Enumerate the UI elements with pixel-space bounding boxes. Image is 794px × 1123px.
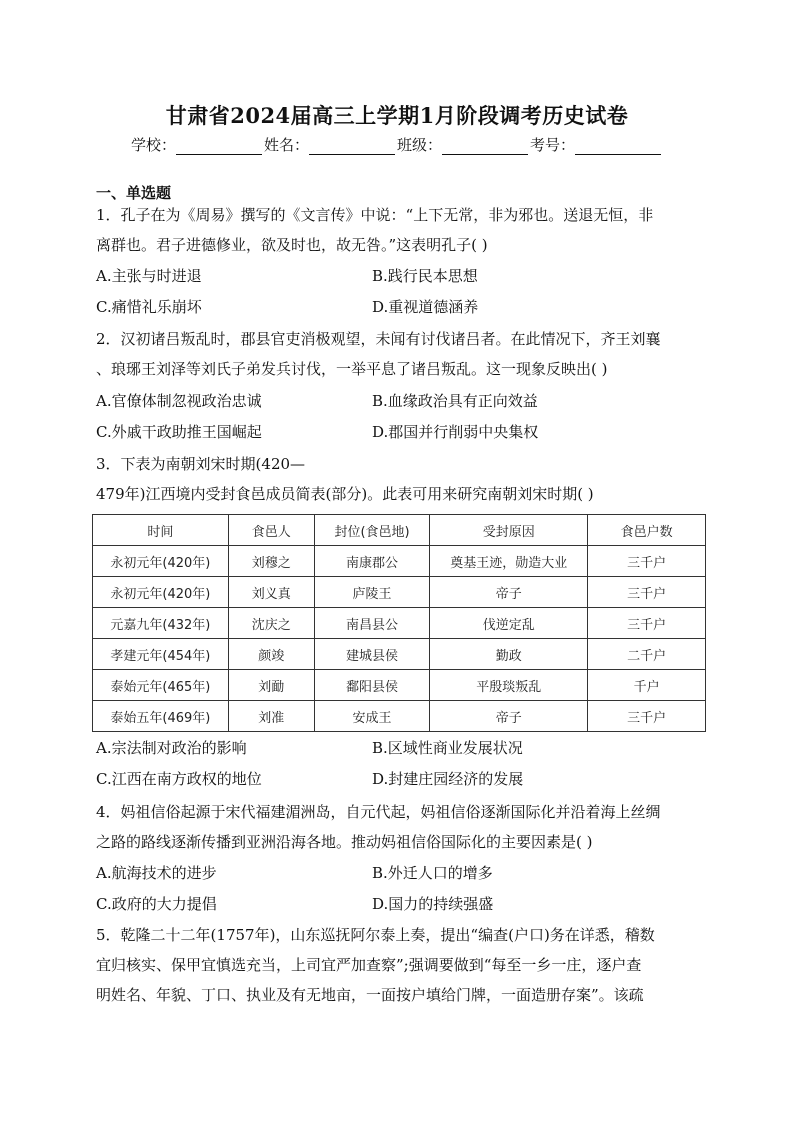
question-3-line-2: 479年)江西境内受封食邑成员简表(部分)。此表可用来研究南朝刘宋时期( ) (96, 485, 594, 503)
table-cell: 永初元年(420年) (93, 577, 229, 608)
option-a: A.主张与时进退 (96, 267, 202, 285)
table-header: 食邑户数 (588, 515, 706, 546)
table-cell: 南昌县公 (314, 608, 430, 639)
option-d: D.封建庄园经济的发展 (372, 770, 524, 788)
table-cell: 元嘉九年(432年) (93, 608, 229, 639)
table-cell: 刘义真 (228, 577, 314, 608)
class-field (397, 134, 530, 155)
number-field (530, 134, 663, 155)
question-3-options (96, 733, 716, 795)
question-2-line-2: 、琅琊王刘泽等刘氏子弟发兵讨伐，一举平息了诸吕叛乱。这一现象反映出( ) (96, 360, 608, 378)
question-3 (96, 449, 710, 509)
school-label: 学校： (130, 136, 176, 154)
class-blank (442, 138, 528, 155)
question-3-line-1: 3．下表为南朝刘宋时期(420— (96, 455, 306, 473)
question-4-options (96, 858, 716, 920)
table-cell: 三千户 (588, 701, 706, 732)
table-cell: 平殷琰叛乱 (430, 670, 588, 701)
table-cell: 三千户 (588, 546, 706, 577)
table-cell: 庐陵王 (314, 577, 430, 608)
table-header: 封位(食邑地) (314, 515, 430, 546)
option-b: B.践行民本思想 (372, 267, 478, 285)
table-header: 食邑人 (228, 515, 314, 546)
table-cell: 刘勔 (228, 670, 314, 701)
school-blank (176, 138, 262, 155)
option-c: C.江西在南方政权的地位 (96, 770, 262, 788)
option-d: D.重视道德涵养 (372, 298, 479, 316)
option-b: B.血缘政治具有正向效益 (372, 392, 538, 410)
option-c: C.痛惜礼乐崩坏 (96, 298, 202, 316)
table-cell: 三千户 (588, 608, 706, 639)
table-header: 受封原因 (430, 515, 588, 546)
question-5 (96, 920, 710, 1010)
number-label: 考号： (530, 136, 576, 154)
table-header-row (93, 515, 706, 546)
question-1-options (96, 261, 716, 323)
table-cell: 帝子 (430, 701, 588, 732)
table-cell: 南康郡公 (314, 546, 430, 577)
school-field (131, 134, 264, 155)
question-4 (96, 797, 710, 857)
table-cell: 颜竣 (228, 639, 314, 670)
table-cell: 鄱阳县侯 (314, 670, 430, 701)
table-header: 时间 (93, 515, 229, 546)
table-row (93, 608, 706, 639)
question-2 (96, 324, 710, 384)
table-cell: 二千户 (588, 639, 706, 670)
question-5-line-1: 5．乾隆二十二年(1757年)，山东巡抚阿尔泰上奏，提出“编查(户口)务在详悉，稽数 (96, 926, 655, 944)
name-field (264, 134, 397, 155)
table-row (93, 670, 706, 701)
table-cell: 勤政 (430, 639, 588, 670)
table-row (93, 546, 706, 577)
table-row (93, 577, 706, 608)
question-2-line-1: 2．汉初诸吕叛乱时，郡县官吏消极观望，未闻有讨伐诸吕者。在此情况下，齐王刘襄 (96, 330, 661, 348)
table-cell: 刘穆之 (228, 546, 314, 577)
table-cell: 沈庆之 (228, 608, 314, 639)
option-b: B.外迁人口的增多 (372, 864, 493, 882)
option-a: A.航海技术的进步 (96, 864, 217, 882)
table-cell: 泰始元年(465年) (93, 670, 229, 701)
option-d: D.国力的持续强盛 (372, 895, 494, 913)
table-row (93, 701, 706, 732)
question-5-line-2: 宜归核实、保甲宜慎选充当，上司宜严加查察”;强调要做到“每至一乡一庄，逐户查 (96, 956, 642, 974)
option-a: A.宗法制对政治的影响 (96, 739, 247, 757)
question-1-line-1: 1．孔子在为《周易》撰写的《文言传》中说：“上下无常，非为邪也。送退无恒，非 (96, 206, 654, 224)
option-c: C.政府的大力提倡 (96, 895, 217, 913)
table-cell: 伐逆定乱 (430, 608, 588, 639)
table-cell: 三千户 (588, 577, 706, 608)
question-2-options (96, 386, 716, 448)
table-cell: 帝子 (430, 577, 588, 608)
question-5-line-3: 明姓名、年貌、丁口、执业及有无地亩，一面按户填给门牌，一面造册存案”。该疏 (96, 986, 644, 1004)
option-d: D.郡国并行削弱中央集权 (372, 423, 539, 441)
option-a: A.官僚体制忽视政治忠诚 (96, 392, 262, 410)
table-cell: 孝建元年(454年) (93, 639, 229, 670)
table-cell: 奠基王迹，勋造大业 (430, 546, 588, 577)
section-title: 一、单选题 (96, 184, 172, 202)
question-4-line-2: 之路的路线逐渐传播到亚洲沿海各地。推动妈祖信俗国际化的主要因素是( ) (96, 833, 593, 851)
table-row (93, 639, 706, 670)
table-cell: 建城县侯 (314, 639, 430, 670)
class-label: 班级： (397, 136, 443, 154)
number-blank (575, 138, 661, 155)
option-b: B.区域性商业发展状况 (372, 739, 523, 757)
exam-title: 甘肃省2024届高三上学期1月阶段调考历史试卷 (165, 103, 629, 128)
student-info-row (0, 134, 794, 155)
option-c: C.外戚干政助推王国崛起 (96, 423, 262, 441)
table-cell: 刘准 (228, 701, 314, 732)
table-cell: 泰始五年(469年) (93, 701, 229, 732)
table-cell: 安成王 (314, 701, 430, 732)
name-label: 姓名： (263, 136, 309, 154)
question-1-line-2: 离群也。君子进德修业，欲及时也，故无咎。”这表明孔子( ) (96, 236, 488, 254)
question-4-line-1: 4．妈祖信俗起源于宋代福建湄洲岛，自元代起，妈祖信俗逐渐国际化并沿着海上丝绸 (96, 803, 661, 821)
name-blank (309, 138, 395, 155)
table-cell: 永初元年(420年) (93, 546, 229, 577)
table-cell: 千户 (588, 670, 706, 701)
fief-table (92, 514, 706, 732)
question-1 (96, 200, 710, 260)
